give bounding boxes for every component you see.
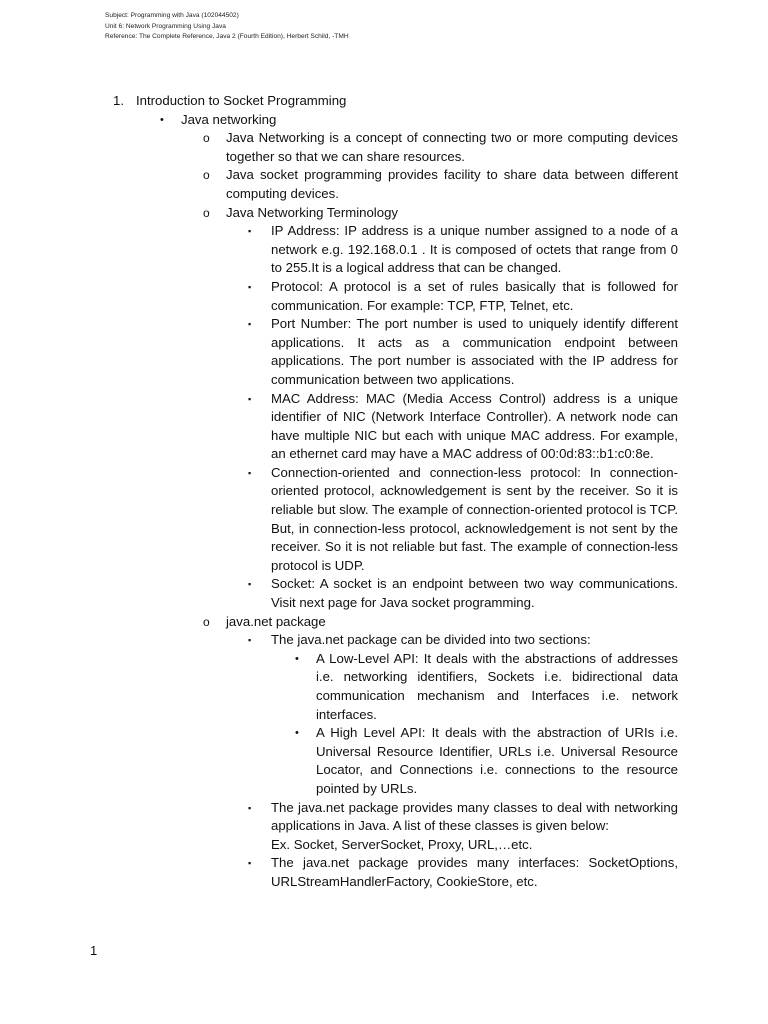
term-item [0,390,678,464]
document-body [0,92,768,892]
circle-bullet-icon: o [203,614,210,629]
term-item [0,464,678,576]
square-bullet-icon: ▪ [248,579,252,590]
list-item-java-networking [0,111,768,130]
page-number: 1 [90,943,98,958]
circle-bullet-icon: o [203,168,210,183]
circle-bullet-icon: o [203,131,210,146]
javanet-classes-text: The java.net package provides many classes to deal with networking applications in Java. A list of these classes is given below: [271,799,678,834]
square-bullet-icon: ▪ [248,467,252,478]
javanet-interfaces-text: The java.net package provides many interfaces: SocketOptions, URLStreamHandlerFactory, CookieStore, etc. [271,855,678,889]
circle-bullet-icon: o [203,205,210,220]
api-item [0,650,678,724]
document-header [105,11,349,43]
javanet-item [0,799,678,836]
list-item-terminology [0,204,678,223]
term-text: MAC Address: MAC (Media Access Control) address is a unique identifier of NIC (Network Interface Controller). A network node can have multiple NIC but each with unique MAC address. For example, an ethernet card may have a MAC address of 00:0d:83::b1:c0:8e. [271,390,678,462]
section-heading [0,92,768,111]
term-text: Protocol: A protocol is a set of rules basically that is followed for communication. For example: TCP, FTP, Telnet, etc. [271,278,678,313]
square-bullet-icon: ▪ [248,281,252,292]
square-bullet-icon: ▪ [248,635,252,646]
header-unit: Unit 6: Network Programming Using Java [105,22,226,30]
dot-bullet-icon: • [295,727,299,740]
bullet-icon: • [160,113,164,126]
header-subject: Subject: Programming with Java (102044502) [105,12,239,19]
term-text: IP Address: IP address is a unique number assigned to a node of a network e.g. 192.168.0.1 . It is composed of octets that range from 0 to 255.It is a logical address that can be changed. [271,223,678,276]
term-text: Connection-oriented and connection-less protocol: In connection-oriented protocol, acknowledgement is sent by the receiver. So it is reliable but slow. The example of connection-oriented protocol is TCP. But, in connection-less protocol, acknowledgement is not sent by the receiver. So it is not reliable but fast. The example of connection-less protocol is UDP. [271,464,678,573]
api-text: A Low-Level API: It deals with the abstractions of addresses i.e. networking identifiers, Sockets i.e. bidirectional data communication mechanism and Interfaces i.e. network interfaces. [316,650,678,722]
square-bullet-icon: ▪ [248,858,252,869]
terminology-title: Java Networking Terminology [226,204,399,220]
paragraph: Java socket programming provides facility to share data between different computing devices. [226,167,678,201]
javanet-classes-example: Ex. Socket, ServerSocket, Proxy, URL,…etc. [271,836,533,852]
javanet-sections-intro: The java.net package can be divided into two sections: [271,632,591,648]
paragraph: Java Networking is a concept of connecting two or more computing devices together so that we can share resources. [226,130,678,164]
api-item [0,724,678,798]
term-text: Socket: A socket is an endpoint between two way communications. Visit next page for Java socket programming. [271,576,678,611]
term-item [0,278,678,315]
term-item [0,575,678,612]
javanet-title: java.net package [226,613,326,629]
java-networking-title: Java networking [181,111,277,127]
header-reference: Reference: The Complete Reference, Java 2 (Fourth Edition), Herbert Schild, -TMH [105,33,349,40]
square-bullet-icon: ▪ [248,319,252,330]
square-bullet-icon: ▪ [248,802,252,813]
dot-bullet-icon: • [295,652,299,665]
term-item [0,222,678,278]
square-bullet-icon: ▪ [248,226,252,237]
section-number: 1. [113,93,124,108]
javanet-item [0,854,678,891]
javanet-item [0,631,678,650]
term-item [0,315,678,389]
square-bullet-icon: ▪ [248,393,252,404]
list-item [0,129,678,166]
list-item-javanet [0,613,678,632]
list-item [0,166,678,203]
api-text: A High Level API: It deals with the abstraction of URIs i.e. Universal Resource Identifier, URLs i.e. Universal Resource Locator, and Connections i.e. connections to the resource pointed by URLs. [316,725,678,796]
section-title: Introduction to Socket Programming [136,93,347,108]
term-text: Port Number: The port number is used to uniquely identify different applications. It acts as a communication endpoint between applications. The port number is associated with the IP address for communication between two applications. [271,316,678,387]
